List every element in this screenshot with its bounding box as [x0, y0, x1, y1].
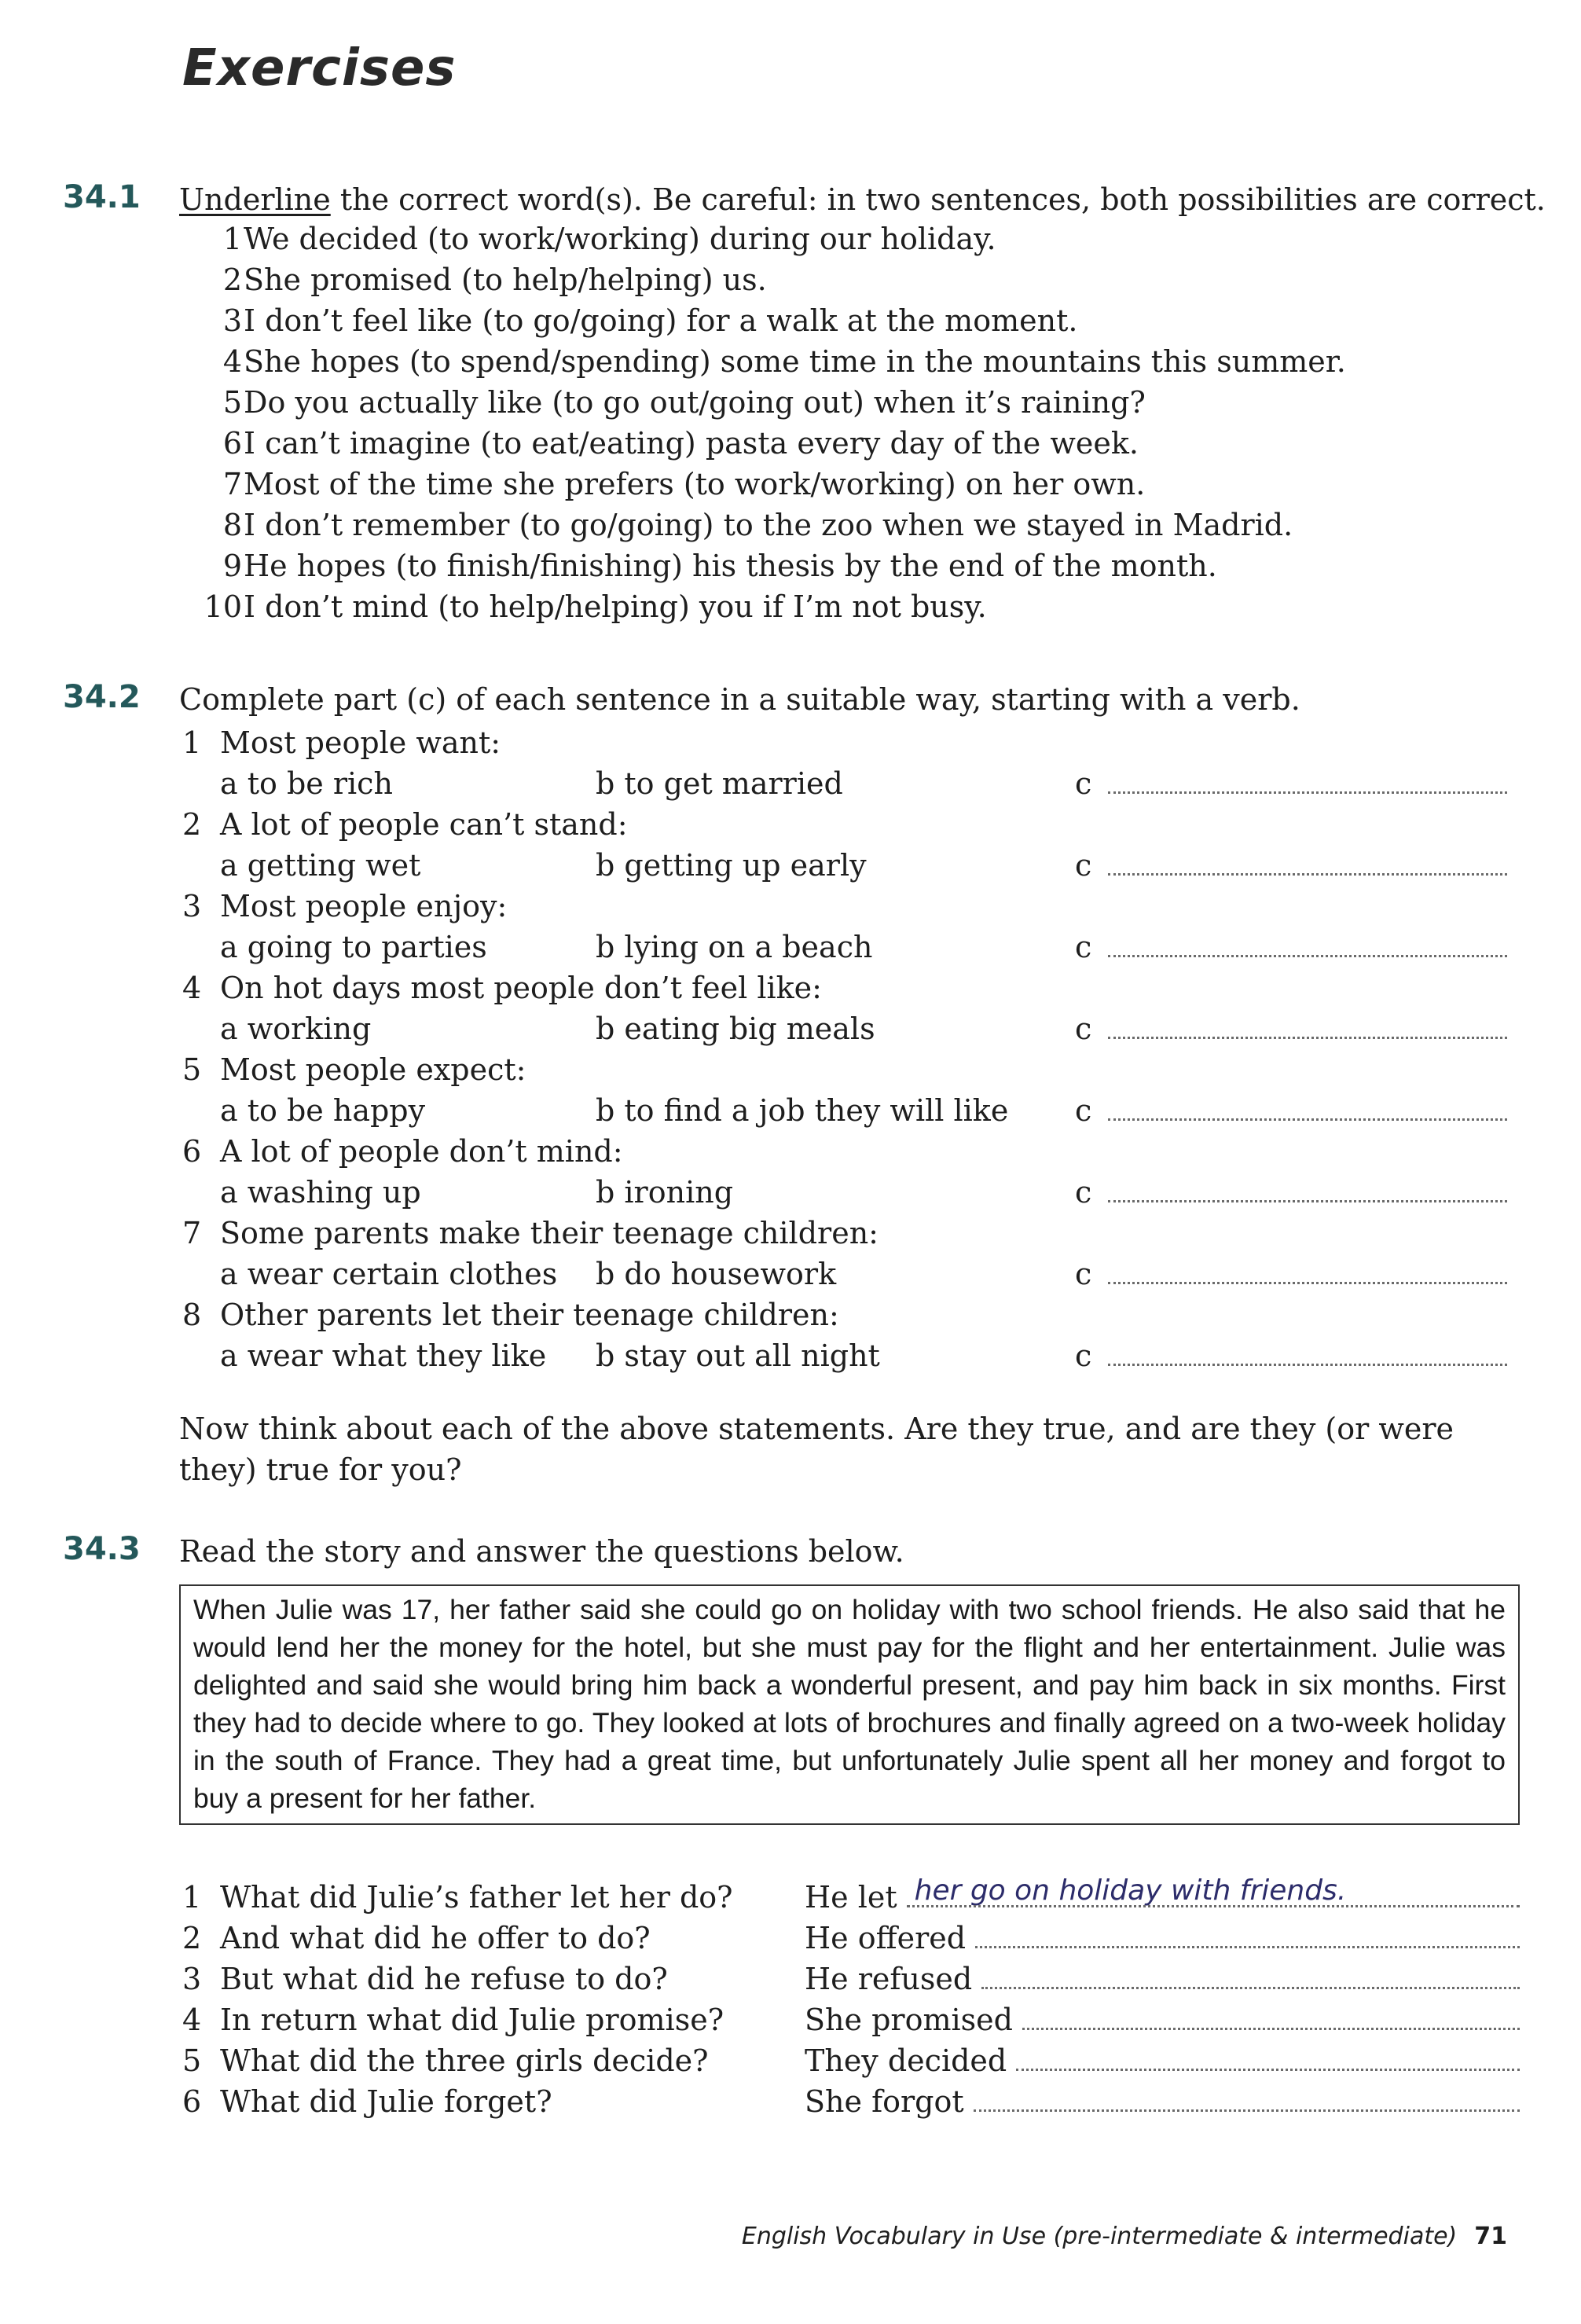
- answer-line: [805, 2081, 1520, 2122]
- item-number: 1: [182, 1880, 202, 1915]
- answer-blank[interactable]: [1108, 1037, 1507, 1039]
- list-item: [179, 1049, 1515, 1090]
- item-text: I don’t feel like (to go/going) for a walk at the moment.: [244, 303, 1078, 338]
- answer-line: [805, 2040, 1520, 2081]
- item-number: 2: [182, 807, 202, 842]
- option-c-label: c: [1075, 848, 1092, 883]
- list-item: [179, 886, 1515, 927]
- item-number: 3: [222, 303, 242, 338]
- answer-blank[interactable]: [1108, 1364, 1507, 1366]
- answer-blank[interactable]: [1016, 2040, 1520, 2081]
- answer-blank[interactable]: [1108, 1200, 1507, 1202]
- question-text: And what did he offer to do?: [220, 1921, 651, 1955]
- option-c-label: c: [1075, 1338, 1092, 1373]
- item-number: 10: [204, 589, 242, 624]
- answer-line: [805, 1874, 1520, 1918]
- exercise-instruction: Read the story and answer the questions below.: [179, 1534, 904, 1569]
- list-item: [179, 382, 1515, 423]
- option-c-label: c: [1075, 1011, 1092, 1046]
- option-a: a to be rich: [220, 766, 393, 801]
- list-item: [179, 1213, 1515, 1254]
- question-text: What did Julie forget?: [220, 2084, 552, 2119]
- option-b: b to get married: [596, 766, 843, 801]
- list-item: [179, 804, 1515, 845]
- item-stem: Most people expect:: [220, 1052, 526, 1087]
- list-item: [179, 967, 1515, 1008]
- answer-lead: He refused: [805, 1962, 973, 1996]
- item-stem: Other parents let their teenage children:: [220, 1298, 839, 1332]
- answer-blank[interactable]: [1108, 1118, 1507, 1121]
- item-text: We decided (to work/working) during our holiday.: [244, 222, 996, 256]
- option-a: a washing up: [220, 1175, 421, 1210]
- item-number: 9: [222, 549, 242, 583]
- item-number: 3: [182, 1962, 202, 1996]
- option-row: [179, 1335, 1515, 1376]
- list-item: [179, 505, 1515, 545]
- item-number: 2: [222, 263, 242, 297]
- item-number: 4: [222, 344, 242, 379]
- answer-line: [805, 1959, 1520, 1999]
- list-item: [179, 722, 1515, 763]
- answer-lead: She promised: [805, 2003, 1013, 2037]
- option-row: [179, 1254, 1515, 1294]
- item-number: 5: [222, 385, 242, 420]
- option-a: a wear what they like: [220, 1338, 547, 1373]
- list-item: [179, 1999, 1520, 2040]
- answer-blank[interactable]: [1108, 955, 1507, 957]
- list-item: [179, 259, 1515, 300]
- answer-lead: She forgot: [805, 2084, 964, 2119]
- item-number: 6: [182, 1134, 202, 1169]
- option-a: a wear certain clothes: [220, 1257, 558, 1291]
- page-number: 71: [1474, 2223, 1507, 2250]
- item-text: I don’t mind (to help/helping) you if I’m not busy.: [244, 589, 987, 624]
- option-b: b stay out all night: [596, 1338, 880, 1373]
- option-row: [179, 845, 1515, 886]
- answer-blank[interactable]: [981, 1959, 1520, 1999]
- question-text: But what did he refuse to do?: [220, 1962, 668, 1996]
- exercise-number: 34.3: [63, 1531, 141, 1567]
- option-b: b do housework: [596, 1257, 837, 1291]
- item-number: 4: [182, 2003, 202, 2037]
- handwritten-answer: her go on holiday with friends.: [914, 1874, 1347, 1907]
- option-c-label: c: [1075, 1093, 1092, 1128]
- item-number: 2: [182, 1921, 202, 1955]
- exercise-number: 34.1: [63, 179, 141, 215]
- instruction-text: the correct word(s). Be careful: in two sentences, both possibilities are correct.: [330, 182, 1546, 217]
- list-item: [179, 218, 1515, 259]
- exercise-instruction: Complete part (c) of each sentence in a suitable way, starting with a verb.: [179, 682, 1300, 717]
- list-item: [179, 1294, 1515, 1335]
- item-text: Do you actually like (to go out/going out) when it’s raining?: [244, 385, 1146, 420]
- option-a: a going to parties: [220, 930, 487, 964]
- item-stem: A lot of people can’t stand:: [220, 807, 628, 842]
- sentence-list: [179, 218, 1515, 627]
- exercise-instruction: [179, 179, 1546, 220]
- answer-line: [805, 1999, 1520, 2040]
- option-b: b eating big meals: [596, 1011, 875, 1046]
- list-item: [179, 300, 1515, 341]
- option-c-label: c: [1075, 1257, 1092, 1291]
- item-number: 7: [222, 467, 242, 501]
- item-text: He hopes (to finish/finishing) his thesis by the end of the month.: [244, 549, 1217, 583]
- question-answer-list: [179, 1874, 1520, 2122]
- item-number: 8: [222, 508, 242, 542]
- item-number: 3: [182, 889, 202, 923]
- list-item: [179, 423, 1515, 464]
- option-c-label: c: [1075, 766, 1092, 801]
- item-number: 5: [182, 1052, 202, 1087]
- item-number: 4: [182, 971, 202, 1005]
- item-stem: On hot days most people don’t feel like:: [220, 971, 822, 1005]
- option-row: [179, 1090, 1515, 1131]
- item-number: 1: [182, 725, 202, 760]
- follow-up-question: Now think about each of the above statements. Are they true, and are they (or were they) true for you?: [179, 1412, 1454, 1487]
- list-item: [179, 545, 1515, 586]
- item-text: She hopes (to spend/spending) some time in the mountains this summer.: [244, 344, 1346, 379]
- item-text: I don’t remember (to go/going) to the zoo when we stayed in Madrid.: [244, 508, 1293, 542]
- answer-blank[interactable]: [974, 2081, 1520, 2122]
- list-item: [179, 1959, 1520, 1999]
- question-text: What did the three girls decide?: [220, 2043, 709, 2078]
- exercise-number: 34.2: [63, 679, 141, 715]
- page-footer: [742, 2223, 1507, 2250]
- option-a: a to be happy: [220, 1093, 426, 1128]
- option-a: a getting wet: [220, 848, 421, 883]
- option-b: b getting up early: [596, 848, 867, 883]
- item-number: 7: [182, 1216, 202, 1250]
- option-row: [179, 763, 1515, 804]
- item-number: 6: [222, 426, 242, 461]
- option-b: b lying on a beach: [596, 930, 873, 964]
- question-text: What did Julie’s father let her do?: [220, 1880, 733, 1915]
- book-title: English Vocabulary in Use (pre-intermediate & intermediate): [741, 2223, 1458, 2250]
- item-stem: A lot of people don’t mind:: [220, 1134, 623, 1169]
- option-c-label: c: [1075, 1175, 1092, 1210]
- item-stem: Most people want:: [220, 725, 501, 760]
- answer-blank[interactable]: [1022, 1999, 1520, 2040]
- option-b: b to find a job they will like: [596, 1093, 1009, 1128]
- option-a: a working: [220, 1011, 372, 1046]
- list-item: [179, 586, 1515, 627]
- option-c-label: c: [1075, 930, 1092, 964]
- list-item: [179, 341, 1515, 382]
- option-b: b ironing: [596, 1175, 734, 1210]
- item-stem: Most people enjoy:: [220, 889, 508, 923]
- answer-lead: He let: [805, 1880, 897, 1915]
- option-row: [179, 1172, 1515, 1213]
- item-text: She promised (to help/helping) us.: [244, 263, 767, 297]
- list-item: [179, 2081, 1520, 2122]
- item-number: 5: [182, 2043, 202, 2078]
- option-row: [179, 1008, 1515, 1049]
- item-text: I can’t imagine (to eat/eating) pasta every day of the week.: [244, 426, 1139, 461]
- answer-lead: He offered: [805, 1921, 967, 1955]
- question-text: In return what did Julie promise?: [220, 2003, 724, 2037]
- item-number: 8: [182, 1298, 202, 1332]
- instruction-underlined-word: Underline: [179, 182, 331, 217]
- answer-blank[interactable]: [907, 1874, 1520, 1918]
- page-title: Exercises: [182, 39, 457, 97]
- list-item: [179, 464, 1515, 505]
- list-item: [179, 2040, 1520, 2081]
- item-stem: Some parents make their teenage children:: [220, 1216, 879, 1250]
- answer-lead: They decided: [805, 2043, 1007, 2078]
- answer-blank[interactable]: [1108, 873, 1507, 876]
- answer-blank[interactable]: [975, 1918, 1520, 1959]
- completion-list: [179, 722, 1515, 1376]
- option-row: [179, 927, 1515, 967]
- item-number: 1: [222, 222, 242, 256]
- item-text: Most of the time she prefers (to work/working) on her own.: [244, 467, 1146, 501]
- answer-blank[interactable]: [1108, 1282, 1507, 1284]
- list-item: [179, 1918, 1520, 1959]
- answer-line: [805, 1918, 1520, 1959]
- answer-blank[interactable]: [1108, 791, 1507, 794]
- list-item: [179, 1131, 1515, 1172]
- list-item: [179, 1874, 1520, 1918]
- item-number: 6: [182, 2084, 202, 2119]
- story-box: When Julie was 17, her father said she could go on holiday with two school friends. He also said that he would lend her the money for the hotel, but she must pay for the flight and her entertainment. Julie was delighted and said she would bring him back a wonderful present, and pay him back in six months. First they had to decide where to go. They looked at lots of brochures and finally agreed on a two-week holiday in the south of France. They had a great time, but unfortunately Julie spent all her money and forgot to buy a present for her father.: [179, 1584, 1520, 1825]
